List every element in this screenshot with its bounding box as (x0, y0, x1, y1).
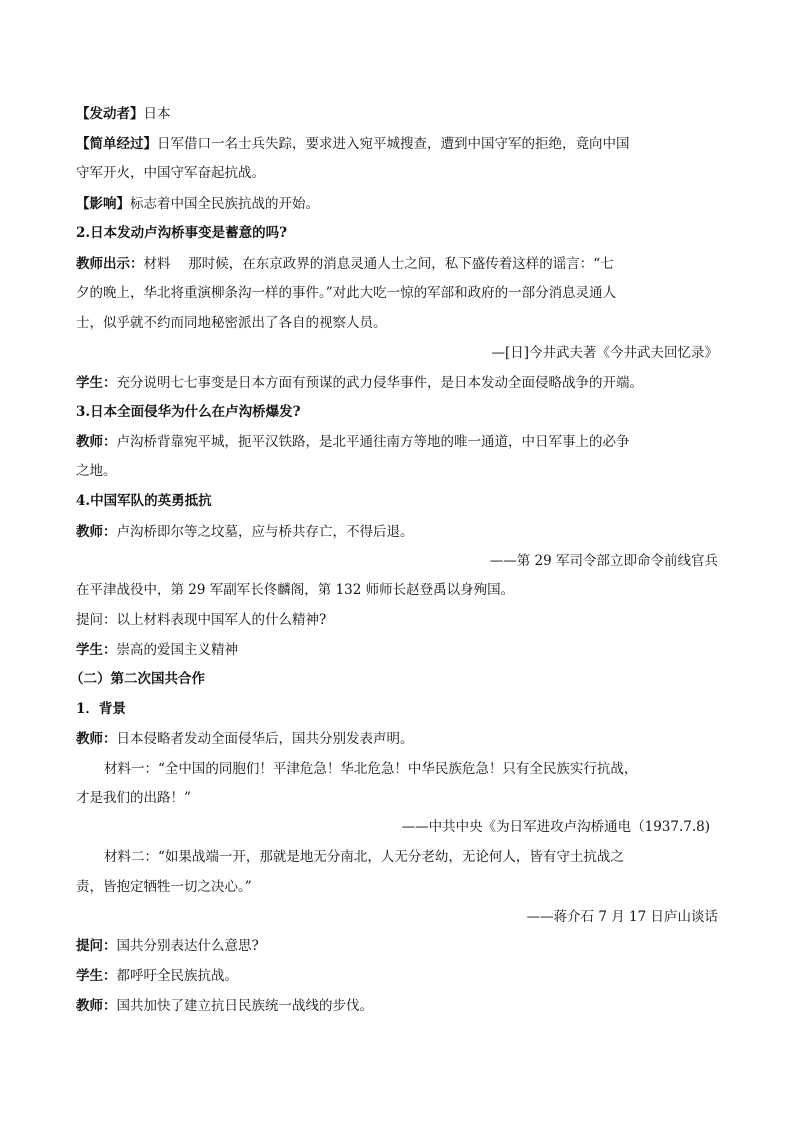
material-1-line-1: 材料一：“全中国的同胞们！平津危急！华北危急！中华民族危急！只有全民族实行抗战， (104, 761, 638, 777)
teacher-text: 日本侵略者发动全面侵华后，国共分别发表声明。 (116, 731, 414, 747)
material-2-line-1: 材料二：“如果战端一开，那就是地无分南北，人无分老幼，无论何人，皆有守土抗战之 (104, 849, 624, 865)
source-citation-4: ——蒋介石 7 月 17 日庐山谈话 (526, 909, 718, 925)
teacher-label: 教师： (76, 998, 117, 1014)
teacher-line-3a (76, 432, 630, 452)
initiator-label: 【发动者】 (76, 106, 144, 122)
teacher-text: 卢沟桥即尔等之坟墓，应与桥共存亡，不得后退。 (116, 524, 414, 540)
material-2-line-2: 责，皆抱定牺牲一切之决心。” (76, 879, 252, 895)
student-answer-3 (76, 966, 238, 986)
teacher-label: 教师： (76, 731, 117, 747)
student-label: 学生： (76, 375, 117, 391)
student-answer-2 (76, 640, 238, 660)
student-label: 学生： (76, 968, 117, 984)
section-2-heading: （二）第二次国共合作 (70, 671, 205, 687)
teacher-label: 教师： (76, 434, 117, 450)
heading-4: 4.中国军队的英勇抵抗 (76, 493, 212, 509)
teacher-material-line-1 (76, 254, 614, 274)
student-answer-text: 崇高的爱国主义精神 (116, 642, 238, 658)
teacher-label: 教师出示： (76, 256, 144, 272)
student-answer-1 (76, 373, 643, 393)
question-line-2 (76, 936, 259, 956)
impact-label: 【影响】 (76, 196, 130, 212)
source-citation-2: ——第 29 军司令部立即命令前线官兵 (489, 553, 718, 569)
teacher-material-line-3: 士，似乎就不约而同地秘密派出了各自的视察人员。 (76, 315, 387, 331)
teacher-line-3b: 之地。 (76, 463, 117, 479)
subheading-background: 1．背景 (76, 701, 126, 717)
initiator-line (76, 104, 171, 124)
question-text: 国共分别表达什么意思? (116, 938, 259, 954)
question-line-1: 提问：以上材料表现中国军人的什么精神? (76, 612, 327, 628)
teacher-line-6 (76, 996, 373, 1016)
student-answer-text: 充分说明七七事变是日本方面有预谋的武力侵华事件，是日本发动全面侵略战争的开端。 (116, 375, 643, 391)
process-text: 日军借口一名士兵失踪，要求进入宛平城搜查，遭到中国守军的拒绝，竟向中国 (157, 136, 630, 152)
process-line-1 (76, 134, 630, 154)
heading-2: 2.日本发动卢沟桥事变是蓄意的吗? (76, 225, 288, 241)
teacher-text: 卢沟桥背靠宛平城，扼平汉铁路，是北平通往南方等地的唯一通道，中日军事上的必争 (116, 434, 630, 450)
student-answer-text: 都呼吁全民族抗战。 (116, 968, 238, 984)
initiator-text: 日本 (143, 106, 171, 122)
material-1-line-2: 才是我们的出路！” (76, 790, 191, 806)
teacher-text: 国共加快了建立抗日民族统一战线的步伐。 (116, 998, 373, 1014)
battle-line: 在平津战役中，第 29 军副军长佟麟阁，第 132 师师长赵登禹以身殉国。 (76, 582, 515, 598)
teacher-material-line-2: 夕的晚上，华北将重演柳条沟一样的事件。”对此大吃一惊的军部和政府的一部分消息灵通人 (76, 285, 617, 301)
student-label: 学生： (76, 642, 117, 658)
process-label: 【简单经过】 (76, 136, 157, 152)
teacher-material-text: 材料 那时候，在东京政界的消息灵通人士之间，私下盛传着这样的谣言：“七 (143, 256, 614, 272)
source-citation-1: —[日]今井武夫著《今井武夫回忆录》 (491, 345, 718, 361)
impact-text: 标志着中国全民族抗战的开始。 (130, 196, 319, 212)
teacher-line-5 (76, 729, 414, 749)
heading-3: 3.日本全面侵华为什么在卢沟桥爆发? (76, 404, 301, 420)
source-citation-3: ——中共中央《为日军进攻卢沟桥通电（1937.7.8) (401, 819, 710, 835)
teacher-label: 教师： (76, 524, 117, 540)
impact-line (76, 194, 319, 214)
question-label: 提问： (76, 938, 117, 954)
teacher-line-4a (76, 522, 414, 542)
process-line-2: 守军开火，中国守军奋起抗战。 (76, 165, 265, 181)
